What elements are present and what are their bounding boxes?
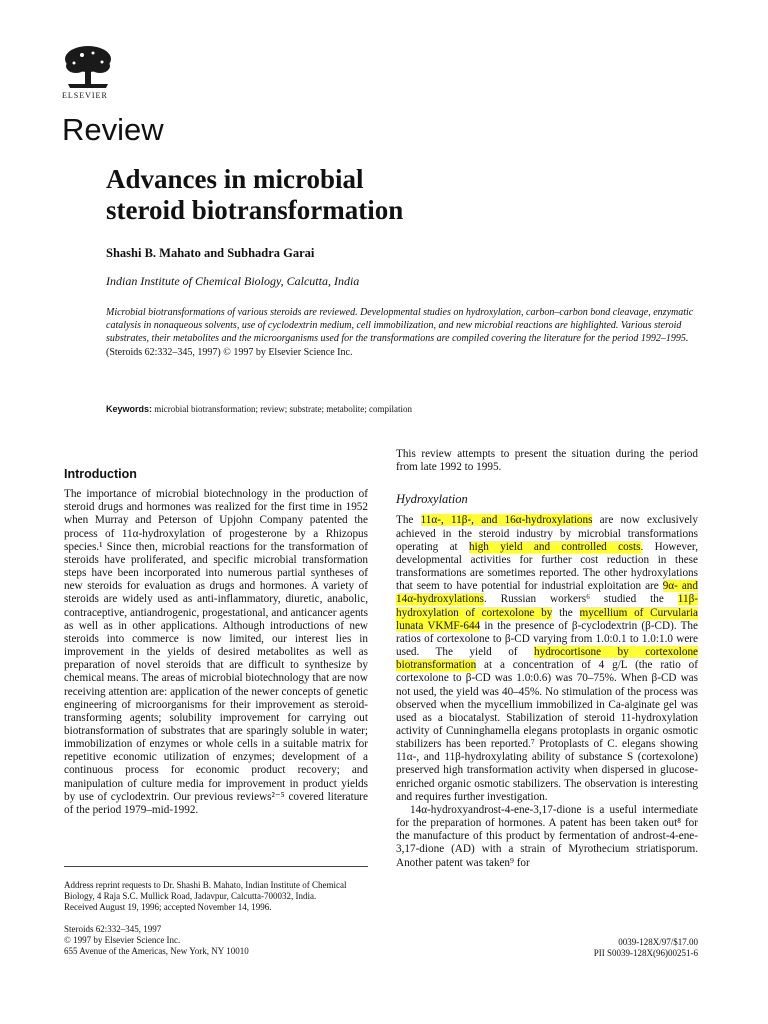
abstract-text: Microbial biotransformations of various steroids are reviewed. Developmental studies on hydroxylation, carbon–carbon bond cleavage, enzymatic catalysis in nonaqueous solvents, use of cyclodextrin medium, cell immobilization, and new microbial reactions are highlighted. Various steroid substrates, their metabolites and the microorganisms used for the transformations are compiled covering the literature for the period 1992–1995. bbox=[106, 307, 694, 345]
paragraph-text: . However, developmental activities for further cost reduction in these transformations are sometimes reported. The other hydroxylations that seem to have potential for industrial exploitation are bbox=[396, 540, 698, 593]
keywords-label: Keywords: bbox=[106, 404, 153, 414]
footer-price: 0039-128X/97/$17.00 bbox=[618, 937, 698, 947]
section-label: Review bbox=[62, 112, 164, 147]
highlighted-text: high yield and controlled costs bbox=[469, 540, 641, 553]
section-heading-introduction: Introduction bbox=[64, 467, 137, 481]
keywords-text: microbial biotransformation; review; substrate; metabolite; compilation bbox=[154, 404, 412, 414]
keywords bbox=[106, 404, 702, 414]
highlighted-text: mycellium of Curvularia lunata VKMF-644 bbox=[396, 606, 698, 632]
authors: Shashi B. Mahato and Subhadra Garai bbox=[106, 246, 315, 260]
paragraph-text: are now exclusively achieved in the steroid industry by microbial transformations operating at bbox=[396, 514, 698, 553]
elsevier-tree-icon bbox=[62, 44, 114, 90]
correspondence-note bbox=[64, 880, 368, 914]
paragraph-text: . Russian workers⁶ studied the bbox=[483, 593, 678, 606]
reprint-address: Address reprint requests to Dr. Shashi B. Mahato, Indian Institute of Chemical Biology, 4 Raja S.C. Mullick Road, Jadavpur, Calcutta-700032, India. bbox=[64, 880, 347, 902]
footer-pii: PII S0039-128X(96)00251-6 bbox=[593, 948, 698, 959]
title-line: Advances in microbial bbox=[106, 164, 364, 194]
footnote-divider bbox=[64, 866, 368, 867]
footer-journal: Steroids 62:332–345, 1997 bbox=[64, 924, 162, 934]
highlighted-text: hydrocortisone by cortexolone biotransformation bbox=[396, 646, 699, 672]
highlighted-text: 9α- and 14α-hydroxylations bbox=[396, 580, 698, 606]
paragraph-text: the bbox=[552, 606, 580, 619]
footer-identifiers bbox=[594, 937, 698, 959]
scope-paragraph: This review attempts to present the situation during the period from late 1992 to 1995. bbox=[396, 448, 698, 474]
title-line: steroid biotransformation bbox=[106, 195, 404, 225]
paragraph-text: The bbox=[396, 514, 421, 527]
footer-journal-info bbox=[64, 924, 249, 958]
intro-paragraph: The importance of microbial biotechnology in the production of steroid drugs and hormones was realized for the first time in 1952 when Murray and Peterson of Upjohn Company patented the process of 11α-hydroxylation of progesterone by a Rhizopus species.¹ Since then, microbial reactions for the transformation of steroids have proliferated, and specific microbial transformation steps have been incorporated into numerous partial syntheses of new steroids for evaluation as drugs and hormones. A variety of steroids are widely used as anti-inflammatory, diuretic, anabolic, contraceptive, antiandrogenic, progestational, and anticancer agents as well as in other applications. Although introductions of new steroids into commerce is now limited, our interest lies in improvement in the yields of desired metabolites as well as preparation of novel steroids that are difficult to synthesize by chemical means. The areas of microbial biotechnology that are now receiving attention are: application of the newer concepts of genetic engineering of microorganisms for their improvement as steroid-transforming agents; solubility improvement for carrying out biotransformation of substrates that are sparingly soluble in water; immobilization of enzymes or whole cells in a suitable matrix for repetitive economic utilization of enzymes; development of a continuous process for economic product recovery; and manipulation of culture media for improvement in product yields by use of cyclodextrin. Our previous reviews²⁻⁵ covered literature of the period 1979–mid-1992. bbox=[64, 488, 368, 816]
hydroxyandrost-paragraph: 14α-hydroxyandrost-4-ene-3,17-dione is a useful intermediate for the preparation of hormones. A patent has been taken out⁸ for the manufacture of this product by fermentation of androst-4-ene-3,17-dione (AD) with a strain of Myrothecium striatisporum. Another patent was taken⁹ for bbox=[396, 803, 698, 869]
article-title bbox=[106, 164, 706, 226]
paragraph-text: at a concentration of 4 g/L (the ratio of cortexolone to β-CD was 1.0:0.6) was 70–75%. When β-CD was not used, the yield was 40–45%. No stimulation of the process was observed when the mycellium immobilized in Ca-alginate gel was used as a biocatalyst. Stabilization of steroid 11-hydroxylation activity of Cunninghamella elegans protoplasts in organic osmotic stabilizers has been reported.⁷ Protoplasts of C. elegans showing 11α-, and 11β-hydroxylating ability of substance S (cortexolone) preserved high transformation activity when dispersed in glucose-enriched organic osmotic stabilizers. The observation is interesting and requires further investigation. bbox=[396, 659, 698, 803]
right-column bbox=[396, 448, 698, 870]
received-dates: Received August 19, 1996; accepted November 14, 1996. bbox=[64, 902, 272, 913]
highlighted-text: 11β-hydroxylation of cortexolone by bbox=[396, 593, 698, 619]
publisher-logo bbox=[62, 44, 120, 100]
abstract-citation: (Steroids 62:332–345, 1997) © 1997 by Elsevier Science Inc. bbox=[106, 346, 353, 358]
affiliation: Indian Institute of Chemical Biology, Calcutta, India bbox=[106, 274, 360, 288]
subsection-heading-hydroxylation: Hydroxylation bbox=[396, 492, 468, 507]
left-column bbox=[64, 468, 368, 817]
highlighted-text: 11α-, 11β-, and 16α-hydroxylations bbox=[420, 514, 593, 527]
footer-copyright: © 1997 by Elsevier Science Inc. bbox=[64, 935, 181, 946]
abstract bbox=[106, 306, 702, 359]
footer-address: 655 Avenue of the Americas, New York, NY 10010 bbox=[64, 946, 249, 957]
paragraph-text: in the presence of β-cyclodextrin (β-CD). The ratios of cortexolone to β-CD varying from 1.0:0.1 to 1.0:1.0 were used. The yield of bbox=[396, 619, 698, 659]
hydroxylation-paragraph bbox=[396, 514, 698, 803]
publisher-name: ELSEVIER bbox=[62, 91, 108, 100]
